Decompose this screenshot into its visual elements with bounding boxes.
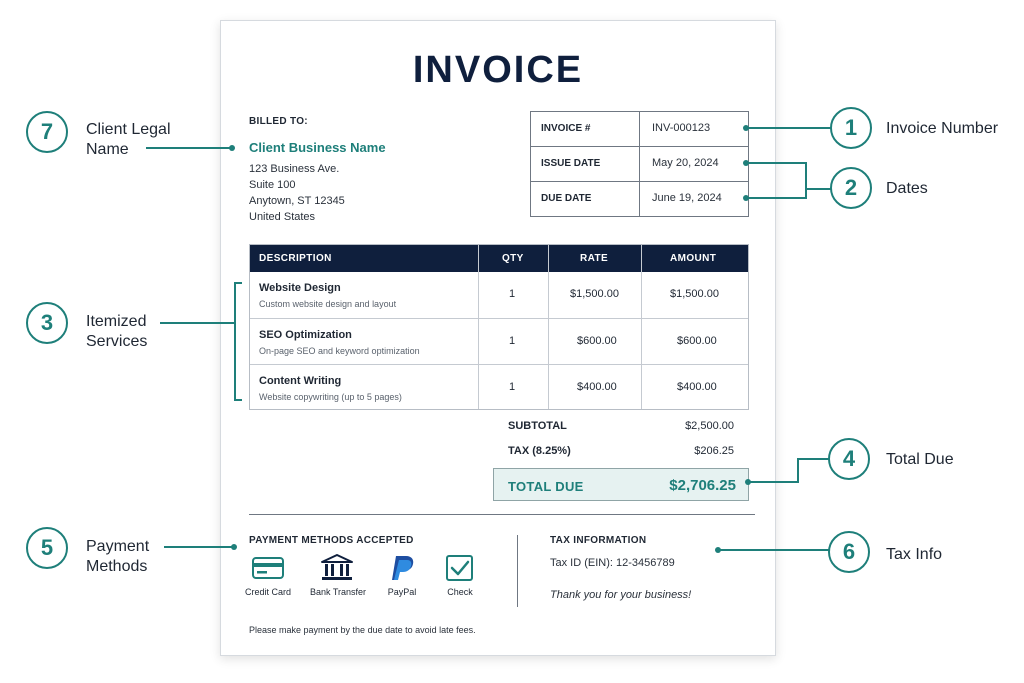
table-row xyxy=(250,364,748,410)
meta-key: DUE DATE xyxy=(541,193,592,204)
meta-row-issue-date xyxy=(531,147,748,182)
callout-label-dates: Dates xyxy=(886,180,928,197)
section-divider xyxy=(249,514,755,515)
total-due-value: $2,706.25 xyxy=(669,477,736,494)
meta-row-due-date xyxy=(531,182,748,217)
table-row xyxy=(250,318,748,364)
item-qty: 1 xyxy=(509,381,516,393)
item-amount: $600.00 xyxy=(677,335,717,347)
callout-label-invoice-number: Invoice Number xyxy=(886,120,999,137)
tax-info-label: TAX INFORMATION xyxy=(550,535,647,546)
item-title: Content Writing xyxy=(259,375,342,387)
callout-label-line: Services xyxy=(86,333,148,350)
item-subtitle: Website copywriting (up to 5 pages) xyxy=(259,392,402,402)
item-title: Website Design xyxy=(259,282,341,294)
callout-number-7: 7 xyxy=(26,111,68,153)
invoice-meta-table xyxy=(530,111,749,217)
item-title: SEO Optimization xyxy=(259,329,352,341)
item-rate: $400.00 xyxy=(577,381,617,393)
address-line: United States xyxy=(249,211,316,223)
callout-label-line: Name xyxy=(86,141,129,158)
item-rate: $1,500.00 xyxy=(570,288,619,300)
thank-you-note: Thank you for your business! xyxy=(550,589,692,601)
check-icon xyxy=(442,553,478,583)
callout-number-3: 3 xyxy=(26,302,68,344)
total-due-box xyxy=(493,468,749,501)
tax-value: $206.25 xyxy=(694,445,734,457)
column-divider xyxy=(517,535,518,607)
payment-footnote: Please make payment by the due date to avoid late fees. xyxy=(249,625,476,635)
callout-label-line: Client Legal xyxy=(86,121,171,138)
address-line: Suite 100 xyxy=(249,179,296,191)
callout-number-5: 5 xyxy=(26,527,68,569)
meta-key: ISSUE DATE xyxy=(541,158,601,169)
payment-method-name: Bank Transfer xyxy=(309,587,367,597)
column-header-amount: AMOUNT xyxy=(670,253,717,264)
column-header-description: DESCRIPTION xyxy=(259,253,332,264)
paypal-icon xyxy=(384,553,420,583)
callout-number-4: 4 xyxy=(828,438,870,480)
payment-method-name: Check xyxy=(447,587,473,597)
callout-label-payment-methods xyxy=(86,537,149,577)
callout-number-6: 6 xyxy=(828,531,870,573)
item-subtitle: Custom website design and layout xyxy=(259,299,397,309)
due-date-value: June 19, 2024 xyxy=(652,192,722,204)
callout-number-2: 2 xyxy=(830,167,872,209)
subtotal-value: $2,500.00 xyxy=(685,420,734,432)
billed-to-label: BILLED TO: xyxy=(249,116,308,127)
callout-label-client-legal-name xyxy=(86,120,171,160)
callout-label-total-due: Total Due xyxy=(886,451,954,468)
item-rate: $600.00 xyxy=(577,335,617,347)
item-qty: 1 xyxy=(509,335,516,347)
tax-id: Tax ID (EIN): 12-3456789 xyxy=(550,557,675,569)
callout-number-1: 1 xyxy=(830,107,872,149)
meta-row-invoice-number xyxy=(531,112,748,147)
item-amount: $400.00 xyxy=(677,381,717,393)
issue-date-value: May 20, 2024 xyxy=(652,157,719,169)
tax-label: TAX (8.25%) xyxy=(508,445,571,457)
address-line: Anytown, ST 12345 xyxy=(249,195,345,207)
subtotal-label: SUBTOTAL xyxy=(508,420,567,432)
table-row xyxy=(250,272,748,318)
address-line: 123 Business Ave. xyxy=(249,163,340,175)
item-qty: 1 xyxy=(509,288,516,300)
callout-label-line: Methods xyxy=(86,558,148,575)
callout-label-itemized-services xyxy=(86,312,147,352)
invoice-title: INVOICE xyxy=(412,49,584,91)
column-header-rate: RATE xyxy=(580,253,609,264)
bank-icon xyxy=(319,553,355,583)
payment-method-name: Credit Card xyxy=(244,587,291,597)
meta-key: INVOICE # xyxy=(541,123,591,134)
column-header-qty: QTY xyxy=(502,253,524,264)
total-due-label: TOTAL DUE xyxy=(508,479,584,494)
callout-label-tax-info: Tax Info xyxy=(886,546,943,563)
callout-label-line: Itemized xyxy=(86,313,147,330)
item-amount: $1,500.00 xyxy=(670,288,719,300)
line-items-table xyxy=(249,244,749,410)
item-subtitle: On-page SEO and keyword optimization xyxy=(259,346,420,356)
client-name: Client Business Name xyxy=(249,140,386,155)
credit-card-icon xyxy=(250,553,286,583)
callout-label-line: Payment xyxy=(86,538,150,555)
payment-method-name: PayPal xyxy=(387,587,417,597)
invoice-document xyxy=(220,20,776,656)
invoice-number-value: INV-000123 xyxy=(652,122,711,134)
payment-methods-label: PAYMENT METHODS ACCEPTED xyxy=(249,535,414,546)
table-header xyxy=(250,245,748,272)
